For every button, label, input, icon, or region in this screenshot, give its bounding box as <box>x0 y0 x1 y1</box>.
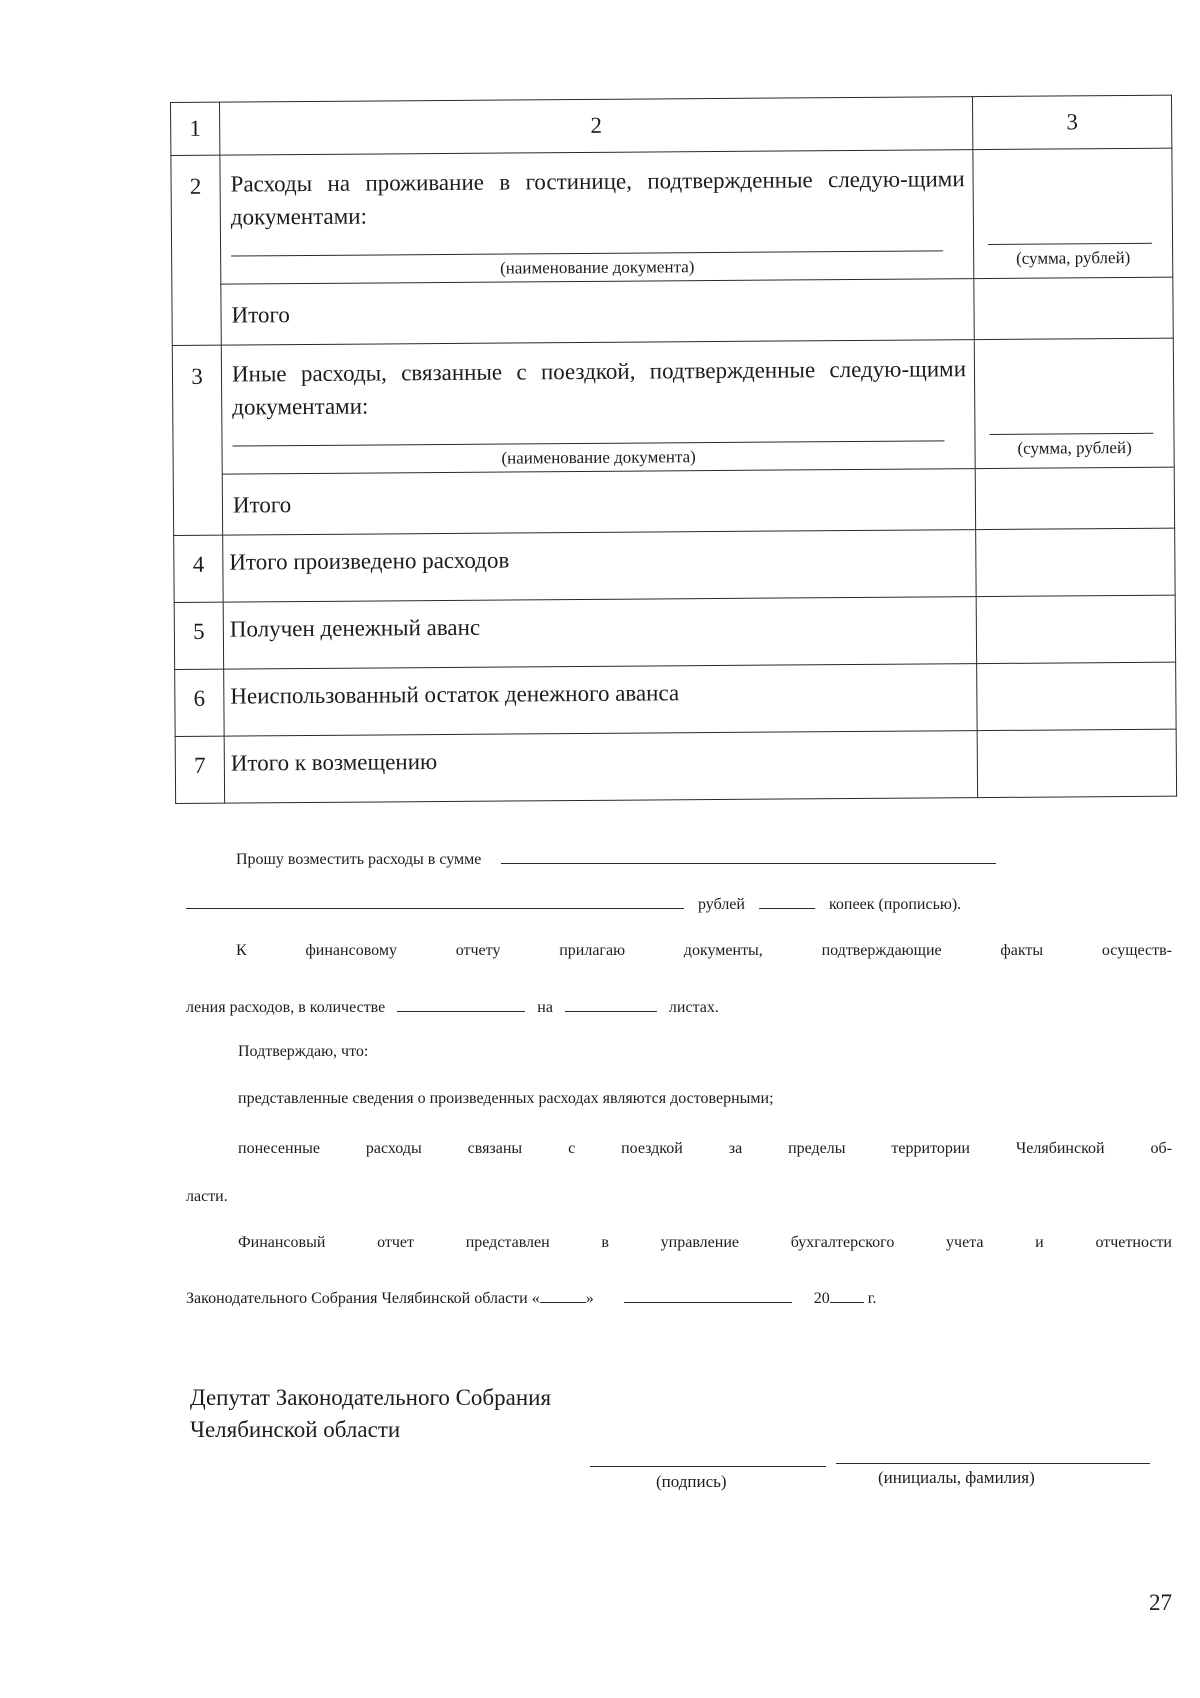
day-blank <box>540 1282 586 1303</box>
table-row-3-total <box>173 467 1174 535</box>
name-caption: (инициалы, фамилия) <box>878 1468 1035 1487</box>
sum-blank <box>501 843 996 864</box>
row-number: 3 <box>172 345 222 535</box>
row-2-total-label: Итого <box>221 279 974 346</box>
row-number: 4 <box>174 535 223 602</box>
confirm-item-2: понесенные расходы связаны с поездкой за пределы территории Челябинской об- <box>238 1140 1172 1157</box>
document-count-blank <box>397 991 525 1012</box>
row-label: Итого произведено расходов <box>223 530 976 603</box>
request-text: Прошу возместить расходы в сумме <box>236 851 482 868</box>
rubles-label: рублей <box>698 896 745 913</box>
sum-caption: (сумма, рублей) <box>1015 247 1131 268</box>
kopecks-blank <box>759 888 815 909</box>
row-value <box>976 595 1175 663</box>
table-row <box>174 595 1175 669</box>
header-col-2: 2 <box>220 97 973 156</box>
row-value <box>976 528 1175 596</box>
name-line <box>836 1463 1150 1464</box>
confirm-item-2-end: ласти. <box>186 1188 228 1205</box>
row-2-description: Расходы на проживание в гостинице, подтвержденные следую-щими документами: <box>230 166 965 230</box>
attachments-text-line-2: ления расходов, в количестве <box>186 999 386 1016</box>
table-header-row <box>171 95 1172 155</box>
on-label: на <box>537 999 553 1016</box>
signatory-title-line-1: Депутат Законодательного Собрания <box>190 1385 552 1410</box>
sum-caption: (сумма, рублей) <box>1017 437 1132 458</box>
row-label: Получен денежный аванс <box>223 597 976 670</box>
row-3-total-label: Итого <box>222 469 975 536</box>
row-number: 5 <box>174 602 223 669</box>
submission-text-line-1: Финансовый отчет представлен в управление бухгалтерского учета и отчетности <box>238 1234 1172 1251</box>
sum-line <box>989 433 1153 435</box>
row-label: Итого к возмещению <box>224 731 977 804</box>
month-blank <box>624 1282 792 1303</box>
row-3-total-value <box>975 467 1174 529</box>
confirm-item-1: представленные сведения о произведенных расходах являются достоверными; <box>238 1090 774 1107</box>
signature-line <box>590 1466 826 1467</box>
row-value <box>977 729 1176 797</box>
quote-close: » <box>585 1290 594 1307</box>
document-name-caption: (наименование документа) <box>501 447 696 468</box>
sheets-label: листах. <box>668 999 719 1016</box>
table-row <box>174 528 1175 602</box>
kopecks-label: копеек (прописью). <box>828 896 962 913</box>
page-number: 27 <box>1149 1590 1172 1615</box>
signature-caption: (подпись) <box>656 1472 727 1491</box>
sheet-count-blank <box>565 991 657 1012</box>
row-number: 2 <box>171 155 221 345</box>
signatory-title <box>190 1382 551 1446</box>
sum-line <box>988 243 1152 245</box>
year-prefix: 20 <box>813 1290 830 1307</box>
submission-text-line-2: Законодательного Собрания Челябинской области « <box>186 1290 540 1307</box>
table-row-2 <box>171 148 1173 284</box>
row-number: 7 <box>175 736 224 803</box>
year-suffix: г. <box>867 1290 877 1307</box>
header-col-3: 3 <box>972 95 1171 149</box>
row-number: 6 <box>175 669 224 736</box>
table-row-2-total <box>172 277 1173 345</box>
table-row <box>175 729 1176 803</box>
table-row <box>175 662 1176 736</box>
row-label: Неиспользованный остаток денежного аванса <box>224 664 977 737</box>
expense-table <box>170 95 1177 804</box>
year-blank <box>830 1282 864 1303</box>
signatory-title-line-2: Челябинской области <box>190 1417 401 1442</box>
sum-words-blank <box>186 888 684 909</box>
header-col-1: 1 <box>171 102 220 155</box>
row-3-description: Иные расходы, связанные с поездкой, подтвержденные следую-щими документами: <box>231 356 967 420</box>
confirm-heading: Подтверждаю, что: <box>238 1043 369 1060</box>
row-2-total-value <box>974 277 1173 339</box>
row-value <box>977 662 1176 730</box>
attachments-text-line-1: К финансовому отчету прилагаю документы, подтверждающие факты осуществ- <box>236 942 1172 959</box>
table-row-3 <box>172 338 1174 474</box>
document-name-caption: (наименование документа) <box>499 257 695 278</box>
